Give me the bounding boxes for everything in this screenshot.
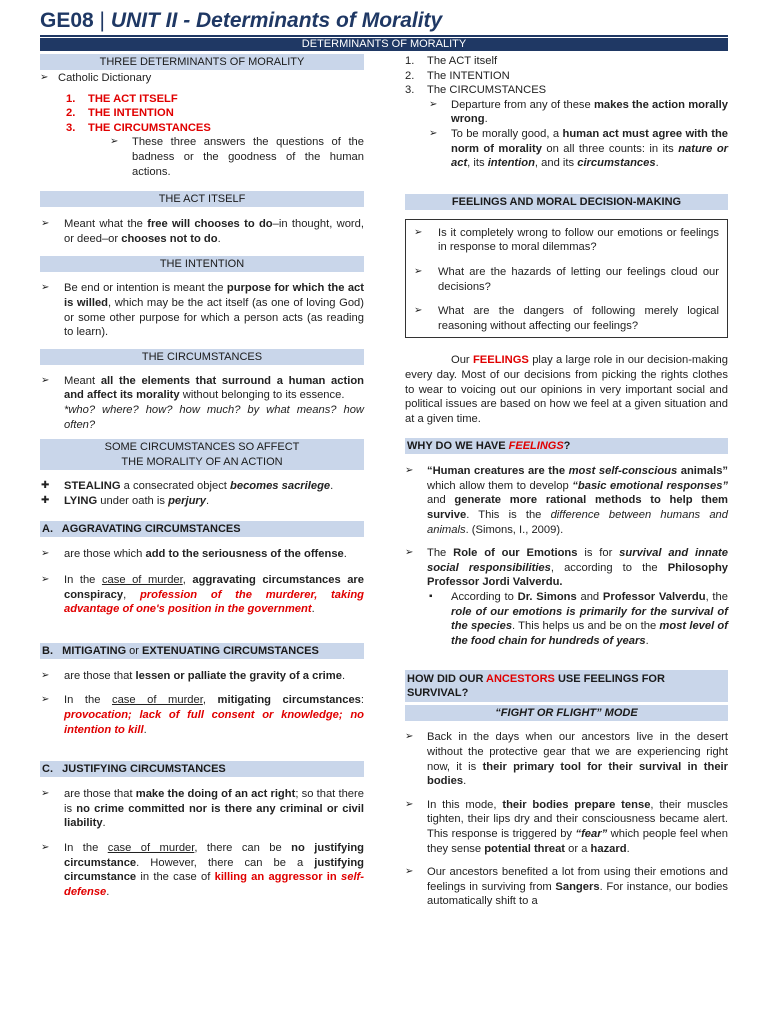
heading-aggravating: A. AGGRAVATING CIRCUMSTANCES [40, 521, 364, 537]
list-item: 2. THE INTENTION [66, 107, 174, 120]
list-item: 3. THE CIRCUMSTANCES [66, 121, 211, 134]
circumstances-text: ➢ Meant all the elements that surround a human action and affect its morality without belonging to its essence. *who? where? how? how much? by what means? how often? [40, 374, 364, 432]
note-text: ➢ These three answers the questions of the badness or the goodness of the human actions. [110, 135, 364, 179]
determinants-list [40, 92, 364, 136]
feelings-paragraph: Our FEELINGS play a large role in our decision-making every day. Most of our decisions from picking the rights clothes to wear to voicing out our opinions in very important social and political issues are based on how we feel at a given situation and at a given time. [405, 354, 728, 425]
recap-note-morally-good: ➢ To be morally good, a human act must agree with the norm of morality on all three counts: in its nature or act, its intention, and its circumstances. [429, 127, 728, 171]
left-column [40, 54, 364, 899]
title-rule [40, 35, 728, 37]
heading-three-determinants: THREE DETERMINANTS OF MORALITY [40, 54, 364, 70]
recap-note-departure: ➢ Departure from any of these makes the action morally wrong. [429, 98, 728, 127]
ancestors-paragraph-2: ➢ In this mode, their bodies prepare tense, their muscles tighten, their lips dry and their consciousness became alert. This response is triggered by “fear” which people feel when they sense potential threat or a hazard. [405, 798, 728, 856]
act-itself-text: ➢ Meant what the free will chooses to do–in thought, word, or deed–or chooses not to do. [40, 217, 364, 246]
why-paragraph-3: ▪ According to Dr. Simons and Professor Valverdu, the role of our emotions is primarily for the survival of the species. This helps us and be on the most level of the food chain for hundreds of years. [427, 590, 728, 648]
page-title [40, 9, 442, 33]
why-sub-list [405, 590, 728, 648]
heading-some-circumstances: SOME CIRCUMSTANCES SO AFFECT THE MORALITY OF AN ACTION [40, 439, 364, 470]
justifying-example: ➢ In the case of murder, there can be no justifying circumstance. However, there can be a justifying circumstance in the case of killing an aggressor in self-defense. [40, 841, 364, 899]
mitigating-def: ➢ are those that lessen or palliate the gravity of a crime. [40, 669, 364, 684]
heading-fight-or-flight: “FIGHT OR FLIGHT” MODE [405, 705, 728, 721]
heading-why-feelings: WHY DO WE HAVE FEELINGS? [405, 438, 728, 454]
heading-ancestors: HOW DID OUR ANCESTORS USE FEELINGS FOR SURVIVAL? [405, 670, 728, 702]
question-2: ➢ What are the hazards of letting our feelings cloud our decisions? [414, 265, 719, 294]
heading-circumstances: THE CIRCUMSTANCES [40, 349, 364, 365]
questions-box [405, 219, 728, 339]
list-item: 3. The CIRCUMSTANCES [405, 84, 547, 97]
heading-mitigating: B. MITIGATING or EXTENUATING CIRCUMSTANCES [40, 643, 364, 659]
course-code: GE08 [40, 9, 94, 32]
aggravating-example: ➢ In the case of murder, aggravating circumstances are conspiracy, profession of the murderer, taking advantage of one's position in the government. [40, 573, 364, 617]
source-item [40, 71, 364, 86]
intention-text: ➢ Be end or intention is meant the purpose for which the act is willed, which may be the act itself (as one of loving God) or some other purpose for which a person acts (as reading to learn). [40, 281, 364, 339]
why-paragraph-1: ➢ “Human creatures are the most self-conscious animals” which allow them to develop “basic emotional responses” and generate more rational methods to help them survive. This is the difference between humans and animals. (Simons, I., 2009). [405, 464, 728, 537]
list-item: 2. The INTENTION [405, 69, 510, 82]
mitigating-example: ➢ In the case of murder, mitigating circumstances: provocation; lack of full consent or knowledge; no intention to kill. [40, 693, 364, 737]
heading-feelings: FEELINGS AND MORAL DECISION-MAKING [405, 194, 728, 210]
stealing-item: ✚ STEALING a consecrated object becomes sacrilege. [40, 479, 364, 494]
circumstances-questions: *who? where? how? how much? by what means? how often? [64, 403, 364, 431]
heading-justifying: C. JUSTIFYING CIRCUMSTANCES [40, 761, 364, 777]
lying-item: ✚ LYING under oath is perjury. [40, 494, 364, 509]
unit-title: UNIT II - Determinants of Morality [110, 9, 443, 32]
list-item: 1. The ACT itself [405, 55, 498, 67]
why-paragraph-2: ➢ The Role of our Emotions is for survival and innate social responsibilities, according to the Philosophy Professor Jordi Valverdu. [405, 546, 728, 590]
ancestors-paragraph-1: ➢ Back in the days when our ancestors live in the desert without the protective gear that we are experiencing right now, it is their primary tool for their survival in their bodies. [405, 730, 728, 788]
list-item: 1. THE ACT ITSELF [66, 92, 178, 105]
recap-notes [405, 98, 728, 171]
question-3: ➢ What are the dangers of following merely logical reasoning without affecting our feelings? [414, 304, 719, 333]
question-1: ➢ Is it completely wrong to follow our emotions or feelings in response to moral dilemmas? [414, 226, 719, 255]
ancestors-paragraph-3: ➢ Our ancestors benefited a lot from using their emotions and feelings in surviving from Sangers. For instance, our bodies automatically shift to a [405, 865, 728, 909]
heading-intention: THE INTENTION [40, 256, 364, 272]
section-bar: DETERMINANTS OF MORALITY [40, 38, 728, 51]
source-label: Catholic Dictionary [58, 72, 152, 84]
heading-act-itself: THE ACT ITSELF [40, 191, 364, 207]
right-column [405, 54, 728, 909]
aggravating-def: ➢ are those which add to the seriousness of the offense. [40, 547, 364, 562]
determinants-recap-list [405, 54, 728, 98]
determinants-note [40, 135, 364, 179]
title-separator: | [99, 9, 106, 32]
justifying-def: ➢ are those that make the doing of an act right; so that there is no crime committed nor is there any criminal or civil liability. [40, 787, 364, 831]
